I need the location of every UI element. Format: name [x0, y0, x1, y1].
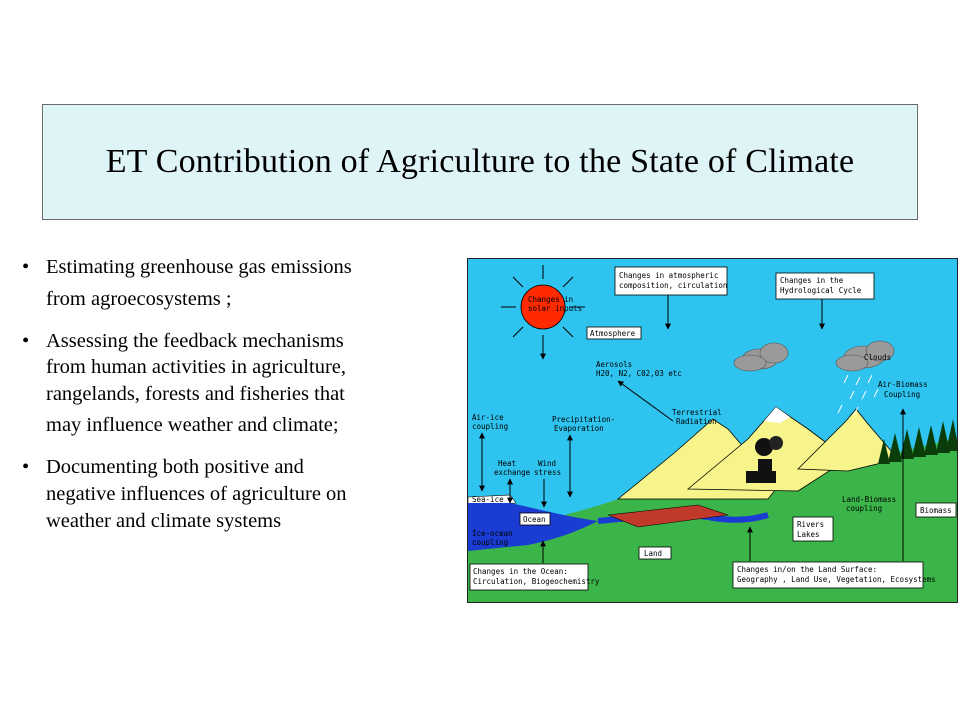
sea-ice-label: Sea-ice [472, 495, 504, 504]
hydro-changes-label: Changes in the [780, 276, 844, 285]
sun-label: Changes in [528, 295, 574, 304]
ocean-changes-label: Circulation, Biogeochemistry [473, 577, 600, 586]
bullet-line: weather and climate systems [46, 509, 282, 532]
bullet-item [20, 328, 460, 445]
atmosphere-label: Atmosphere [590, 329, 636, 338]
ocean-changes-label: Changes in the Ocean: [473, 567, 568, 576]
bullet-item [20, 254, 460, 318]
heat-exchange-label: exchange [494, 468, 531, 477]
land-biomass-label: Land-Biomass [842, 495, 897, 504]
land-label: Land [644, 549, 663, 558]
atmospheric-changes-label: composition, circulation [619, 281, 728, 290]
bullet-line: • Estimating greenhouse gas emissions [46, 256, 352, 278]
terrestrial-radiation-label: Terrestrial [672, 408, 722, 417]
atmospheric-changes-label: Changes in atmospheric [619, 271, 719, 280]
title-box [42, 104, 918, 220]
wind-stress-label: Wind [538, 459, 557, 468]
bullet-line: rangelands, forests and fisheries that [46, 382, 345, 405]
air-ice-label: Air-ice [472, 413, 504, 422]
land-changes-label: Geography , Land Use, Vegetation, Ecosystems [737, 575, 936, 584]
hydro-changes-label: Hydrological Cycle [780, 286, 862, 295]
ice-ocean-label: Ice-ocean [472, 529, 513, 538]
aerosols-label: Aerosols [596, 360, 633, 369]
ocean-label: Ocean [523, 515, 546, 524]
bullet-line: • Assessing the feedback mechanisms [46, 329, 344, 352]
rivers-lakes-label: Rivers [797, 520, 825, 529]
wind-stress-label: stress [534, 468, 562, 477]
bullet-line: • Documenting both positive and [46, 456, 304, 479]
precip-evap-label: Precipitation- [552, 415, 616, 424]
rivers-lakes-label: Lakes [797, 530, 820, 539]
air-biomass-label: Air-Biomass [878, 380, 928, 389]
clouds-label: Clouds [864, 353, 892, 362]
bullet-line: may influence weather and climate; [46, 414, 339, 437]
bullet-item [20, 454, 460, 534]
climate-system-diagram [467, 258, 958, 603]
bullet-line: negative influences of agriculture on [46, 482, 347, 505]
land-biomass-label: coupling [846, 504, 883, 513]
bullet-list [20, 254, 460, 544]
aerosols-label: H20, N2, C02,03 etc [596, 369, 682, 378]
bullet-line: from agroecosystems ; [46, 287, 232, 310]
biomass-label: Biomass [920, 506, 952, 515]
air-biomass-label: Coupling [884, 390, 921, 399]
ice-ocean-label: coupling [472, 538, 509, 547]
land-changes-label: Changes in/on the Land Surface: [737, 565, 877, 574]
precip-evap-label: Evaporation [554, 424, 604, 433]
terrestrial-radiation-label: Radiation [676, 417, 717, 426]
sun-label: solar inputs [528, 304, 583, 313]
heat-exchange-label: Heat [498, 459, 517, 468]
page-title: ET Contribution of Agriculture to the State of Climate [105, 143, 855, 180]
air-ice-label: coupling [472, 422, 509, 431]
bullet-line: from human activities in agriculture, [46, 356, 347, 379]
